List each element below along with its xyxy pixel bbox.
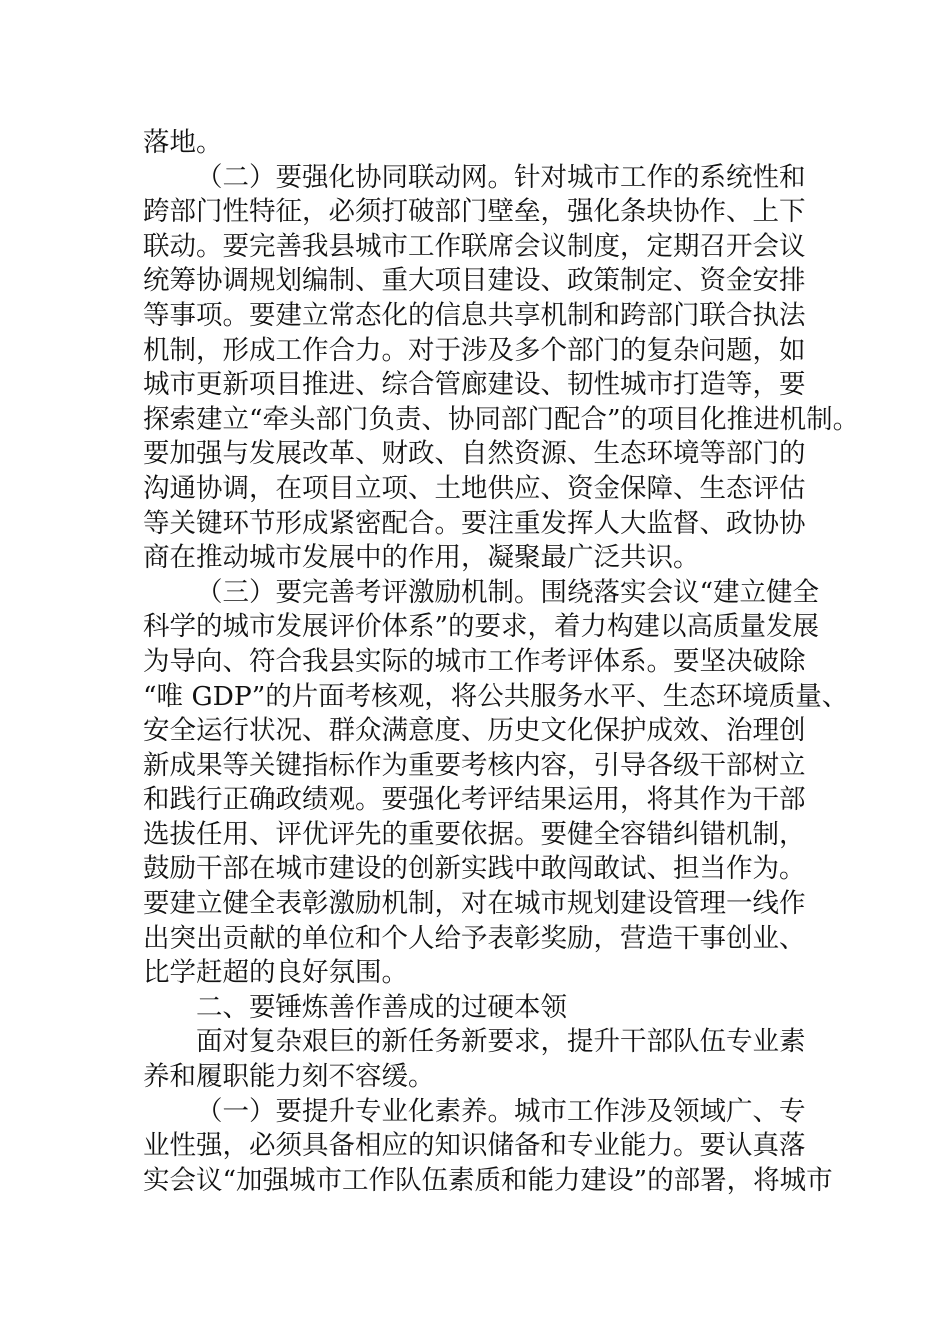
text-line: 商在推动城市发展中的作用，凝聚最广泛共识。 [143,542,700,574]
text-line: 要建立健全表彰激励机制，对在城市规划建设管理一线作 [143,888,806,920]
text-line: 跨部门性特征，必须打破部门壁垒，强化条块协作、上下 [143,196,806,228]
text-line: 鼓励干部在城市建设的创新实践中敢闯敢试、担当作为。 [143,853,806,885]
text-line: 安全运行状况、群众满意度、历史文化保护成效、治理创 [143,715,806,747]
text-line: （一）要提升专业化素养。城市工作涉及领域广、专 [196,1095,806,1127]
text-line: 等关键环节形成紧密配合。要注重发挥人大监督、政协协 [143,507,806,539]
text-line: “唯 GDP”的片面考核观，将公共服务水平、生态环境质量、 [143,680,849,712]
text-line: 业性强，必须具备相应的知识储备和专业能力。要认真落 [143,1130,806,1162]
text-line: 出突出贡献的单位和个人给予表彰奖励，营造干事创业、 [143,922,806,954]
text-line: 二、要锤炼善作善成的过硬本领 [196,991,567,1023]
text-line: 沟通协调，在项目立项、土地供应、资金保障、生态评估 [143,472,806,504]
text-line: 联动。要完善我县城市工作联席会议制度，定期召开会议 [143,230,806,262]
text-line: 比学赶超的良好氛围。 [143,957,408,989]
text-line: 养和履职能力刻不容缓。 [143,1061,435,1093]
text-line: 面对复杂艰巨的新任务新要求，提升干部队伍专业素 [196,1026,806,1058]
text-line: 机制，形成工作合力。对于涉及多个部门的复杂问题，如 [143,334,806,366]
text-line: 选拔任用、评优评先的重要依据。要健全容错纠错机制， [143,818,806,850]
text-line: 新成果等关键指标作为重要考核内容，引导各级干部树立 [143,749,806,781]
text-line: 科学的城市发展评价体系”的要求，着力构建以高质量发展 [143,611,820,643]
text-line: 为导向、符合我县实际的城市工作考评体系。要坚决破除 [143,645,806,677]
text-line: 探索建立“牵头部门负责、协同部门配合”的项目化推进机制。 [143,403,860,435]
text-line: （二）要强化协同联动网。针对城市工作的系统性和 [196,161,806,193]
text-line: 和践行正确政绩观。要强化考评结果运用，将其作为干部 [143,784,806,816]
text-line: （三）要完善考评激励机制。围绕落实会议“建立健全 [196,576,820,608]
text-line: 落地。 [143,127,223,158]
text-line: 城市更新项目推进、综合管廊建设、韧性城市打造等，要 [143,369,806,401]
document-body [143,126,860,1198]
text-line: 统筹协调规划编制、重大项目建设、政策制定、资金安排 [143,265,806,297]
text-line: 等事项。要建立常态化的信息共享机制和跨部门联合执法 [143,299,806,331]
text-line: 要加强与发展改革、财政、自然资源、生态环境等部门的 [143,438,806,470]
text-line: 实会议“加强城市工作队伍素质和能力建设”的部署，将城市 [143,1164,833,1196]
